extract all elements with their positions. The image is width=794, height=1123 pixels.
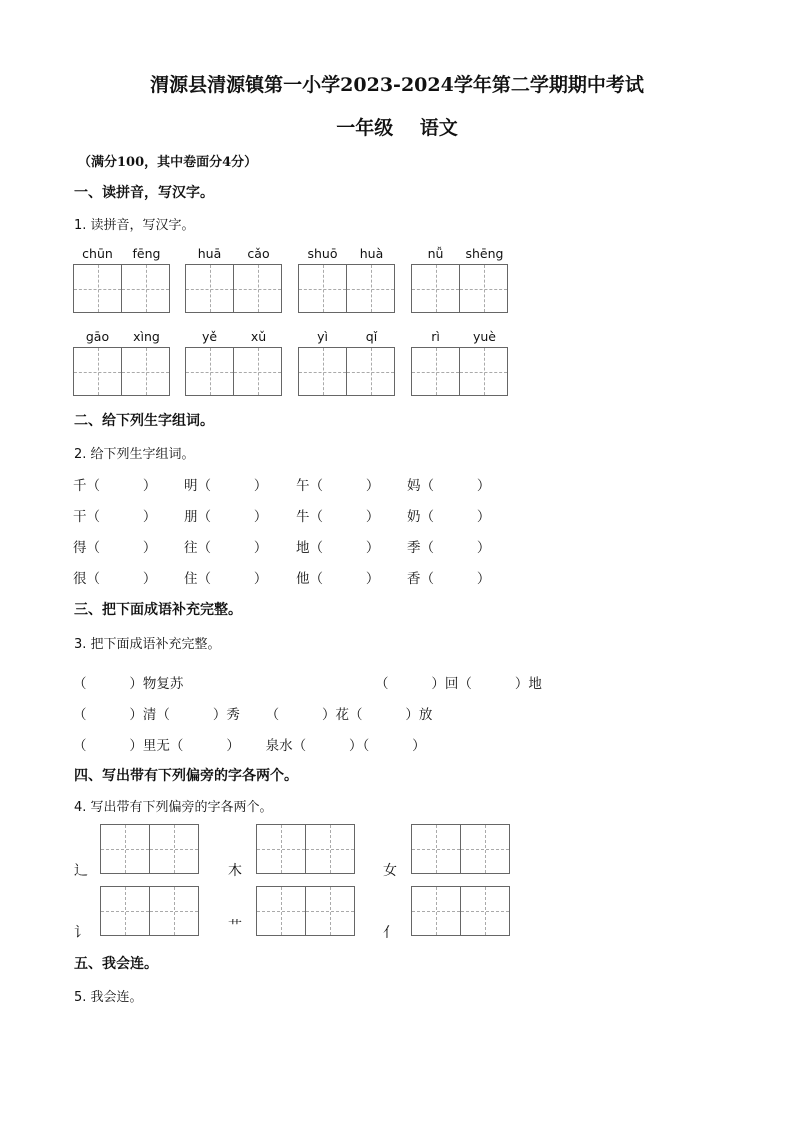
- pinyin: yuè: [472, 329, 496, 344]
- radical-label: 木: [228, 863, 242, 879]
- idiom-item[interactable]: （ ）回（ ）地: [375, 676, 542, 692]
- section-2-heading: 二、给下列生字组词。: [74, 413, 214, 429]
- pinyin: shēng: [465, 246, 504, 261]
- writing-box[interactable]: [411, 824, 461, 874]
- word-item[interactable]: 很（ ）: [73, 571, 157, 587]
- pinyin: huà: [359, 246, 384, 261]
- writing-box[interactable]: [73, 264, 122, 313]
- word-item[interactable]: 住（ ）: [184, 571, 268, 587]
- word-item[interactable]: 明（ ）: [184, 478, 268, 494]
- word-item[interactable]: 香（ ）: [407, 571, 491, 587]
- pinyin: gāo: [85, 329, 110, 344]
- writing-box[interactable]: [346, 347, 395, 396]
- writing-box[interactable]: [185, 264, 234, 313]
- word-item[interactable]: 千（ ）: [73, 478, 157, 494]
- writing-box[interactable]: [305, 886, 355, 936]
- pinyin: huā: [197, 246, 222, 261]
- section-3-heading: 三、把下面成语补充完整。: [74, 602, 242, 618]
- idiom-line[interactable]: （ ）清（ ）秀 （ ）花（ ）放: [73, 707, 433, 723]
- pinyin: yě: [201, 329, 218, 344]
- idiom-line[interactable]: （ ）里无（ ） 泉水（ ）（ ）: [73, 738, 426, 754]
- writing-box[interactable]: [233, 264, 282, 313]
- section-1-heading: 一、读拼音，写汉字。: [74, 185, 214, 201]
- writing-box[interactable]: [411, 886, 461, 936]
- writing-box[interactable]: [459, 347, 508, 396]
- question-5: 5. 我会连。: [74, 990, 143, 1005]
- word-item[interactable]: 干（ ）: [73, 509, 157, 525]
- writing-box[interactable]: [100, 886, 150, 936]
- word-item[interactable]: 奶（ ）: [407, 509, 491, 525]
- radical-label: 辶: [74, 863, 88, 879]
- writing-box[interactable]: [73, 347, 122, 396]
- pinyin: chūn: [82, 246, 113, 261]
- writing-box[interactable]: [459, 264, 508, 313]
- section-4-heading: 四、写出带有下列偏旁的字各两个。: [74, 768, 298, 784]
- radical-label: 女: [383, 863, 397, 879]
- writing-box[interactable]: [460, 886, 510, 936]
- pinyin: xìng: [133, 329, 160, 344]
- word-item[interactable]: 往（ ）: [184, 540, 268, 556]
- idiom-item[interactable]: （ ）物复苏: [73, 676, 184, 692]
- writing-box[interactable]: [233, 347, 282, 396]
- word-item[interactable]: 地（ ）: [296, 540, 380, 556]
- writing-box[interactable]: [460, 824, 510, 874]
- writing-box[interactable]: [305, 824, 355, 874]
- score-note: （满分100，其中卷面分4分）: [78, 155, 258, 170]
- exam-title: 渭源县清源镇第一小学2023-2024学年第二学期期中考试: [150, 74, 644, 96]
- writing-box[interactable]: [346, 264, 395, 313]
- pinyin: qǐ: [365, 329, 378, 344]
- writing-box[interactable]: [149, 824, 199, 874]
- writing-box[interactable]: [256, 824, 306, 874]
- radical-label: 亻: [383, 925, 397, 941]
- question-4: 4. 写出带有下列偏旁的字各两个。: [74, 800, 273, 815]
- section-5-heading: 五、我会连。: [74, 956, 158, 972]
- writing-box[interactable]: [256, 886, 306, 936]
- word-item[interactable]: 妈（ ）: [407, 478, 491, 494]
- word-item[interactable]: 朋（ ）: [184, 509, 268, 525]
- radical-label: 讠: [74, 925, 88, 941]
- question-1: 1. 读拼音，写汉字。: [74, 218, 195, 233]
- pinyin: yì: [317, 329, 328, 344]
- word-item[interactable]: 得（ ）: [73, 540, 157, 556]
- writing-box[interactable]: [411, 264, 460, 313]
- question-3: 3. 把下面成语补充完整。: [74, 637, 221, 652]
- word-item[interactable]: 他（ ）: [296, 571, 380, 587]
- writing-box[interactable]: [100, 824, 150, 874]
- writing-box[interactable]: [121, 264, 170, 313]
- word-item[interactable]: 季（ ）: [407, 540, 491, 556]
- pinyin: cǎo: [247, 246, 270, 261]
- pinyin: fēng: [132, 246, 161, 261]
- word-item[interactable]: 午（ ）: [296, 478, 380, 494]
- writing-box[interactable]: [185, 347, 234, 396]
- writing-box[interactable]: [298, 347, 347, 396]
- exam-subtitle: 一年级 语文: [336, 117, 458, 139]
- pinyin: xǔ: [250, 329, 267, 344]
- question-2: 2. 给下列生字组词。: [74, 447, 195, 462]
- radical-label: 艹: [228, 919, 242, 935]
- pinyin: rì: [431, 329, 440, 344]
- writing-box[interactable]: [298, 264, 347, 313]
- pinyin: shuō: [307, 246, 338, 261]
- writing-box[interactable]: [411, 347, 460, 396]
- writing-box[interactable]: [149, 886, 199, 936]
- pinyin: nǚ: [427, 246, 444, 261]
- word-item[interactable]: 牛（ ）: [296, 509, 380, 525]
- writing-box[interactable]: [121, 347, 170, 396]
